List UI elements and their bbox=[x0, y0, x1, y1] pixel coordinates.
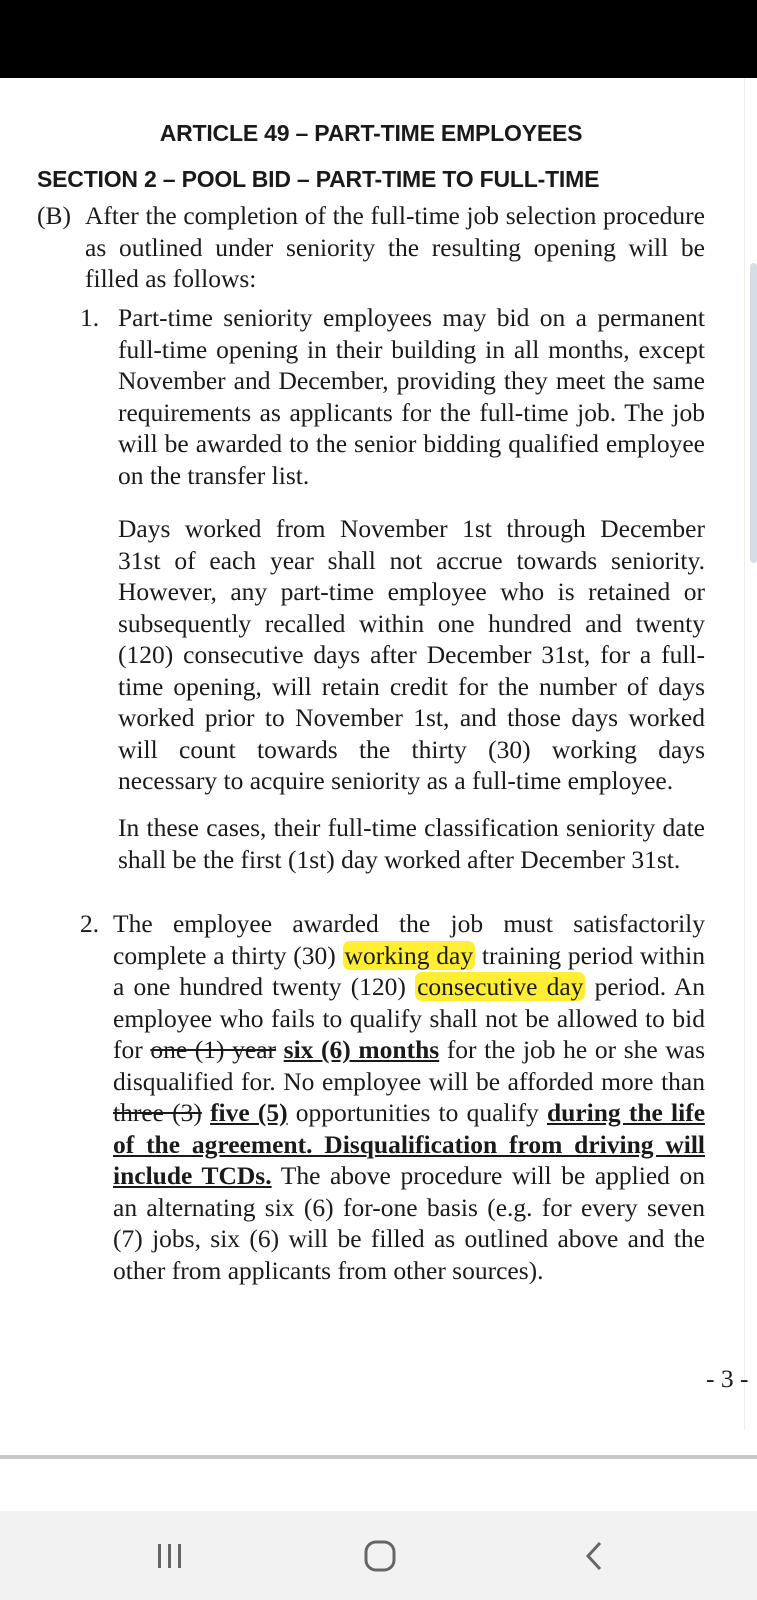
article-title: ARTICLE 49 – PART-TIME EMPLOYEES bbox=[159, 120, 583, 146]
status-bar bbox=[0, 0, 757, 78]
item-1-text: Part-time seniority employees may bid on a permanent full-time opening in their building in all months, except November and December, providing they meet the same requirements as applicants for the full-time job. The job will be awarded to the senior bidding qualified employee on the transfer list. bbox=[118, 303, 705, 490]
home-button[interactable] bbox=[350, 1531, 410, 1581]
page-number: - 3 - bbox=[706, 1364, 749, 1393]
scroll-indicator[interactable] bbox=[750, 263, 757, 563]
item-2-text: The employee awarded the job must satisfactorily complete a thirty (30) working day training period within a one hundred twenty (120) consecutive day period. An employee who fails to qualify shall not be allowed to bid for one (1) year six (6) months for the job he or she was disqualified for. No employee will be afforded more than three (3) five (5) opportunities to qualify during the life of the agreement. Disqualification from driving will include TCDs. The above procedure will be applied on an alternating six (6) for-one basis (e.g. for every seven (7) jobs, six (6) will be filled as outlined above and the other from applicants from other sources). bbox=[113, 909, 706, 1285]
highlight-consecutive-day: consecutive day bbox=[417, 972, 584, 1001]
highlight-working-day: working day bbox=[344, 940, 474, 970]
item-1-number: 1. bbox=[80, 303, 100, 332]
section-b-text: After the completion of the full-time job selection procedure as outlined under seniority the resulting opening will be filled as follows: bbox=[85, 201, 705, 293]
page-gap bbox=[0, 1459, 757, 1511]
item-1-paragraph-2: Days worked from November 1st through December 31st of each year shall not accrue towards seniority. However, any part-time employee who is retained or subsequently recalled within one hundred and twenty (120) consecutive days after December 31st, for a full-time opening, will retain credit for the number of days worked prior to November 1st, and those days worked will count towards the thirty (30) working days necessary to acquire seniority as a full-time employee. bbox=[118, 514, 705, 795]
navigation-bar bbox=[0, 1511, 757, 1600]
inserted-text-five: five (5) bbox=[210, 1098, 288, 1127]
item-2-number: 2. bbox=[80, 909, 100, 938]
inserted-text-six-months: six (6) months bbox=[283, 1035, 440, 1064]
deleted-text-three: three (3) bbox=[113, 1098, 202, 1127]
recents-button[interactable] bbox=[140, 1531, 200, 1581]
back-button[interactable] bbox=[565, 1531, 625, 1581]
recents-icon bbox=[155, 1541, 185, 1571]
section-b-label: (B) bbox=[37, 201, 71, 230]
back-icon bbox=[580, 1539, 610, 1573]
section-title: SECTION 2 – POOL BID – PART-TIME TO FULL-TIME bbox=[37, 166, 600, 192]
document-page bbox=[0, 78, 757, 1430]
item-1-paragraph-3: In these cases, their full-time classification seniority date shall be the first (1st) day worked after December 31st. bbox=[118, 813, 705, 874]
inserted-text-life-of-agreement: during the life of the agreement. Disqualification from driving will include TCDs. bbox=[113, 1098, 706, 1190]
deleted-text-one-year: one (1) year bbox=[150, 1035, 277, 1064]
home-icon bbox=[363, 1539, 397, 1573]
